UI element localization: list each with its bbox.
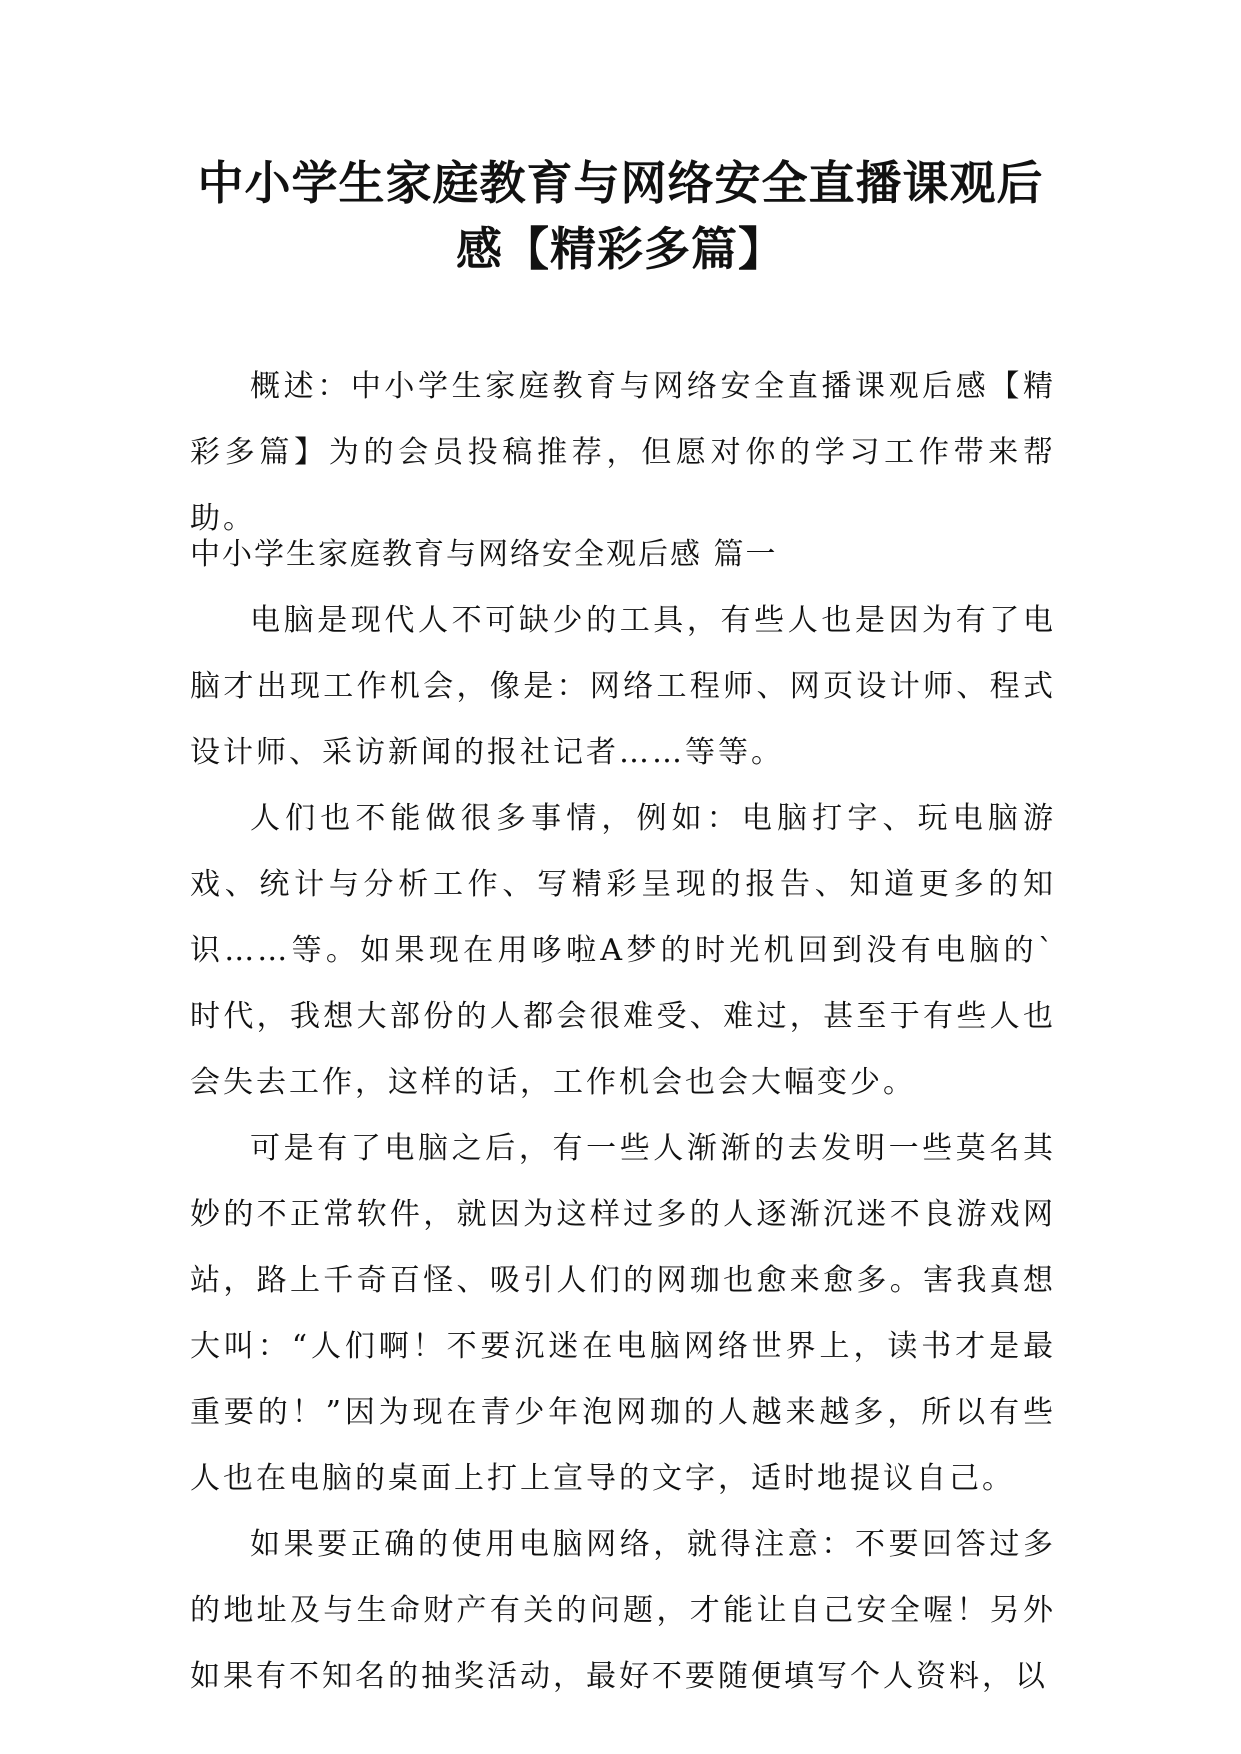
body-paragraph-1: 电脑是现代人不可缺少的工具，有些人也是因为有了电脑才出现工作机会，像是：网络工程师、网页设计师、程式设计师、采访新闻的报社记者……等等。 bbox=[190, 603, 1056, 770]
title-line-1: 中小学生家庭教育与网络安全直播课观后 bbox=[197, 156, 1044, 210]
body-paragraph-2: 人们也不能做很多事情，例如：电脑打字、玩电脑游戏、统计与分析工作、写精彩呈现的报告、知道更多的知识……等。如果现在用哆啦A梦的时光机回到没有电脑的`时代，我想大部份的人都会很难受、难过，甚至于有些人也会失去工作，这样的话，工作机会也会大幅变少。 bbox=[190, 801, 1056, 1100]
body-paragraph-4: 如果要正确的使用电脑网络，就得注意：不要回答过多的地址及与生命财产有关的问题，才能让自己安全喔！另外如果有不知名的抽奖活动，最好不要随便填写个人资料，以 bbox=[190, 1527, 1056, 1694]
body-text bbox=[190, 588, 1056, 1710]
title-line-2: 感【精彩多篇】 bbox=[456, 222, 785, 276]
section-heading: 中小学生家庭教育与网络安全观后感 篇一 bbox=[190, 537, 778, 572]
document-title bbox=[150, 150, 1091, 282]
summary-paragraph: 概述：中小学生家庭教育与网络安全直播课观后感【精彩多篇】为的会员投稿推荐，但愿对你的学习工作带来帮助。 bbox=[190, 369, 1056, 536]
body-paragraph-3: 可是有了电脑之后，有一些人渐渐的去发明一些莫名其妙的不正常软件，就因为这样过多的人逐渐沉迷不良游戏网站，路上千奇百怪、吸引人们的网珈也愈来愈多。害我真想大叫：“人们啊！不要沉迷在电脑网络世界上，读书才是最重要的！”因为现在青少年泡网珈的人越来越多，所以有些人也在电脑的桌面上打上宣导的文字，适时地提议自己。 bbox=[190, 1131, 1056, 1496]
